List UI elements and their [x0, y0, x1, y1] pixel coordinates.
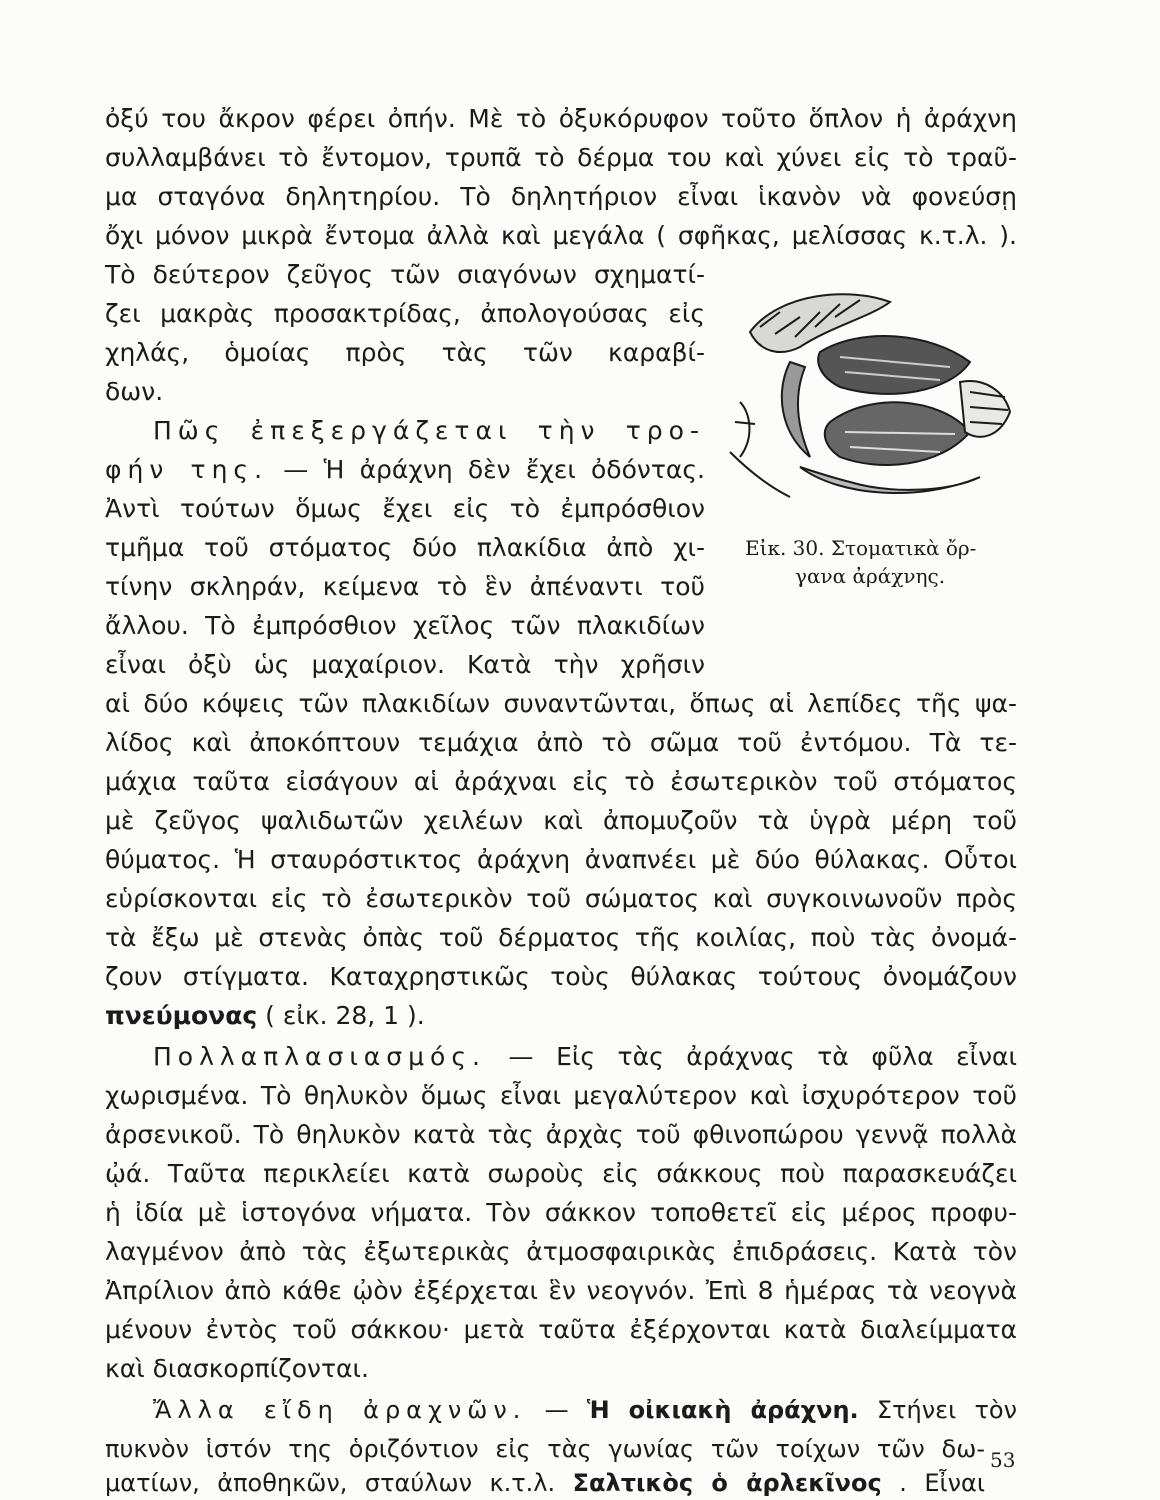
figure-caption: Εἰκ. 30. Στοματικὰ ὄρ-: [745, 536, 977, 560]
text-line-16: αἱ δύο κόψεις τῶν πλακιδίων συναντῶνται, ὅπως αἱ λεπίδες τῆς ψα-: [105, 689, 1017, 718]
text-line-7: χηλάς, ὁμοίας πρὸς τὰς τῶν καραβί-: [105, 338, 705, 367]
text-line-21: εὑρίσκονται εἰς τὸ ἐσωτερικὸν τοῦ σώματος καὶ συγκοινωνοῦν πρὸς: [105, 884, 1017, 913]
text-line-8: δων.: [105, 377, 164, 406]
text-line-32: μένουν ἐντὸς τοῦ σάκκου· μετὰ ταῦτα ἐξέρχονται κατὰ διαλείμματα: [105, 1315, 1017, 1344]
text-line-36: [105, 1466, 985, 1496]
text-line-1: ὀξύ του ἄκρον φέρει ὀπήν. Μὲ τὸ ὀξυκόρυφον τοῦτο ὅπλον ἡ ἀράχνη: [105, 104, 1017, 133]
text-line-35: πυκνὸν ἱστόν της ὁριζόντιον εἰς τὰς γωνίας τῶν τοίχων τῶν δω-: [105, 1435, 985, 1463]
text-line-14: ἄλλου. Τὸ ἐμπρόσθιον χεῖλος τῶν πλακιδίων: [105, 611, 705, 640]
heading-text: Πολλαπλασιασμός.: [153, 1042, 486, 1071]
section-heading-other-species: [153, 1393, 1017, 1427]
text-span: — Ἡ ἀράχνη δὲν ἔχει ὀδόντας.: [283, 455, 706, 484]
text-line-18: μάχια ταῦτα εἰσάγουν αἱ ἀράχναι εἰς τὸ ἐσωτερικὸν τοῦ στόματος: [105, 767, 1017, 796]
text-line-29: ἡ ἰδία μὲ ἱστογόνα νήματα. Τὸν σάκκον τοποθετεῖ εἰς μέρος προφυ-: [105, 1198, 1017, 1227]
text-line-13: τίνην σκληράν, κείμενα τὸ ἓν ἀπέναντι τοῦ: [105, 572, 705, 601]
text-span: Στήνει τὸν: [876, 1396, 1017, 1424]
text-line-28: ᾠά. Ταῦτα περικλείει κατὰ σωροὺς εἰς σάκκους ποὺ παρασκευάζει: [105, 1159, 1017, 1188]
text-line-31: Ἀπρίλιον ἀπὸ κάθε ᾠὸν ἐξέρχεται ἓν νεογνόν. Ἐπὶ 8 ἡμέρας τὰ νεογνὰ: [105, 1276, 1017, 1305]
text-line-4: ὄχι μόνον μικρὰ ἔντομα ἀλλὰ καὶ μεγάλα ( σφῆκας, μελίσσας κ.τ.λ. ).: [105, 221, 1017, 250]
text-line-26: χωρισμένα. Τὸ θηλυκὸν ὅμως εἶναι μεγαλύτερον καὶ ἰσχυρότερον τοῦ: [105, 1081, 1017, 1110]
bold-term: πνεύμονας: [105, 1001, 258, 1030]
text-line-30: λαγμένον ἀπὸ τὰς ἐξωτερικὰς ἀτμοσφαιρικὰς ἐπιδράσεις. Κατὰ τὸν: [105, 1237, 1017, 1266]
text-line-33: καὶ διασκορπίζονται.: [105, 1354, 369, 1383]
figure-caption-cont: γανα ἀράχνης.: [795, 564, 946, 588]
heading-text-cont: φήν της.: [105, 455, 269, 484]
section-heading-reproduction: [153, 1040, 1017, 1074]
text-line-27: ἀρσενικοῦ. Τὸ θηλυκὸν κατὰ τὰς ἀρχὰς τοῦ φθινοπώρου γεννᾷ πολλὰ: [105, 1120, 1017, 1149]
text-line-15: εἶναι ὀξὺ ὡς μαχαίριον. Κατὰ τὴν χρῆσιν: [105, 650, 705, 679]
text-line-19: μὲ ζεῦγος ψαλιδωτῶν χειλέων καὶ ἀπομυζοῦν τὰ ὑγρὰ μέρη τοῦ: [105, 806, 1017, 835]
text-span: ματίων, ἀποθηκῶν, σταύλων κ.τ.λ.: [105, 1469, 556, 1497]
text-line-22: τὰ ἔξω μὲ στενὰς ὀπὰς τοῦ δέρματος τῆς κοιλίας, ποὺ τὰς ὀνομά-: [105, 923, 1017, 952]
text-line-10: [105, 453, 705, 487]
heading-text: Ἄλλα εἴδη ἀραχνῶν.: [153, 1396, 527, 1424]
text-line-24: [105, 999, 1017, 1033]
bold-term: Ἡ οἰκιακὴ ἀράχνη.: [586, 1396, 859, 1424]
text-span: — Εἰς τὰς ἀράχνας τὰ φῦλα εἶναι: [508, 1042, 1017, 1071]
text-line-5: Τὸ δεύτερον ζεῦγος τῶν σιαγόνων σχηματί-: [105, 260, 705, 289]
text-line-2: συλλαμβάνει τὸ ἔντομον, τρυπᾶ τὸ δέρμα του καὶ χύνει εἰς τὸ τραῦ-: [105, 143, 1017, 172]
text-line-20: θύματος. Ἡ σταυρόστικτος ἀράχνη ἀναπνέει μὲ δύο θύλακας. Οὗτοι: [105, 845, 1017, 874]
section-heading-processing: [153, 414, 705, 448]
text-line-17: λίδος καὶ ἀποκόπτουν τεμάχια ἀπὸ τὸ σῶμα τοῦ ἐντόμου. Τὰ τε-: [105, 728, 1017, 757]
bold-term: Σαλτικὸς ὁ ἀρλεκῖνος: [572, 1469, 882, 1497]
heading-text: Πῶς ἐπεξεργάζεται τὴν τρο-: [153, 416, 705, 445]
text-line-12: τμῆμα τοῦ στόματος δύο πλακίδια ἀπὸ χι-: [105, 533, 705, 562]
text-line-11: Ἀντὶ τούτων ὅμως ἔχει εἰς τὸ ἐμπρόσθιον: [105, 494, 705, 523]
spider-mouthparts-illustration: [720, 272, 1020, 522]
page-number: 53: [990, 1448, 1016, 1472]
text-span: ( εἰκ. 28, 1 ).: [265, 1001, 425, 1030]
dash: —: [544, 1396, 569, 1424]
text-line-6: ζει μακρὰς προσακτρίδας, ἀπολογούσας εἰς: [105, 299, 705, 328]
text-span: . Εἶναι: [899, 1469, 985, 1497]
text-line-23: ζουν στίγματα. Καταχρηστικῶς τοὺς θύλακας τούτους ὀνομάζουν: [105, 962, 1017, 991]
text-line-3: μα σταγόνα δηλητηρίου. Τὸ δηλητήριον εἶναι ἱκανὸν νὰ φονεύσῃ: [105, 182, 1017, 211]
